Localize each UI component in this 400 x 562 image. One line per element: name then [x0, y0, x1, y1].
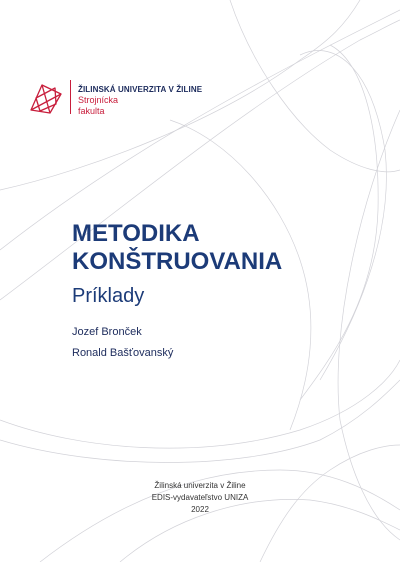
document-title	[72, 220, 282, 276]
logo-divider	[70, 80, 71, 114]
author-name: Jozef Bronček	[72, 326, 142, 338]
faculty-line-2: fakulta	[78, 106, 105, 116]
university-name: ŽILINSKÁ UNIVERZITA V ŽILINE	[78, 85, 203, 94]
author-name: Ronald Bašťovanský	[72, 347, 174, 359]
publication-year: 2022	[191, 505, 209, 514]
publisher-press: EDIS-vydavateľstvo UNIZA	[151, 493, 249, 502]
title-line-1: METODIKA	[72, 220, 200, 247]
faculty-name	[78, 95, 118, 117]
author-list	[72, 322, 173, 364]
uniza-logo-icon	[28, 80, 64, 116]
publisher-info	[100, 480, 300, 516]
title-line-2: KONŠTRUOVANIA	[72, 248, 283, 275]
faculty-line-1: Strojnícka	[78, 95, 119, 105]
publisher-university: Žilinská univerzita v Žiline	[154, 481, 246, 490]
document-subtitle: Príklady	[72, 285, 145, 307]
